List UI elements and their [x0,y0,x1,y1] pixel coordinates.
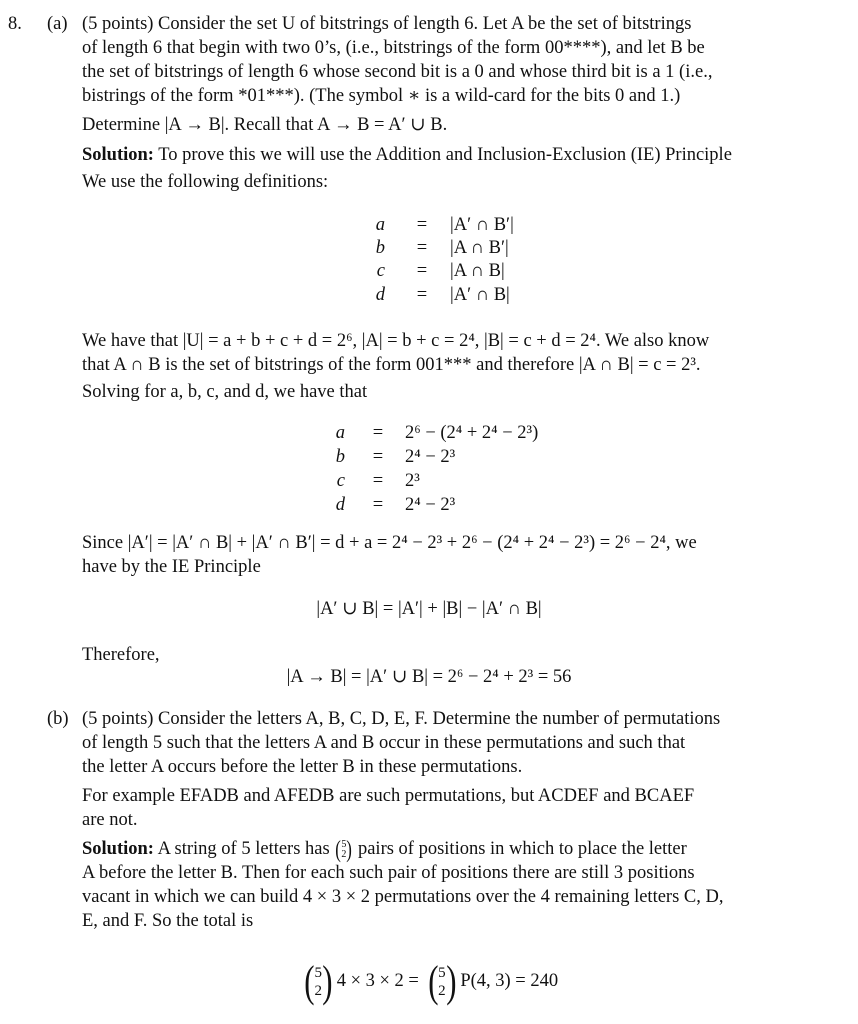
para2-line: have by the IE Principle [82,557,261,577]
def-lhs: a [375,215,385,235]
inline-binomial: ( 5 2 ) [335,836,353,863]
sol-rhs: 2⁴ − 2³ [405,495,456,515]
sol-lhs: d [335,495,345,515]
therefore-label: Therefore, [82,645,160,665]
binom-n: 5 [438,964,446,981]
para1-line: Solving for a, b, c, and d, we have that [82,382,368,402]
sol-rhs: 2⁶ − (2⁴ + 2⁴ − 2³) [405,423,539,443]
solution-label: Solution: [82,145,154,165]
def-lhs: b [375,238,385,258]
final-end: P(4, 3) = 240 [460,971,559,991]
sol-rhs: 2⁴ − 2³ [405,447,456,467]
binom-k: 2 [341,848,347,860]
final-mid: 4 × 3 × 2 = [336,971,419,991]
part-a-label: (a) [47,14,68,34]
part-b-label: (b) [47,709,69,729]
def-rhs: |A ∩ B| [450,261,505,281]
part-a-statement-line: bistrings of the form *01***). (The symbol ∗ is a wild-card for the bits 0 and 1.) [82,86,681,106]
binom-n: 5 [341,838,347,850]
binom-k: 2 [314,982,323,999]
part-b-solution-line: A before the letter B. Then for each such pair of positions there are still 3 positions [82,863,695,883]
def-eq: = [416,285,428,305]
problem-number: 8. [8,14,22,34]
part-b-solution-first-line [82,837,687,862]
def-eq: = [416,215,428,235]
sol-rhs: 2³ [405,471,420,491]
para1-line: We have that |U| = a + b + c + d = 2⁶, |A| = b + c = 2⁴, |B| = c + d = 2⁴. We also know [82,331,710,351]
part-b-solution-line: vacant in which we can build 4 × 3 × 2 permutations over the 4 remaining letters C, D, [82,887,724,907]
sol-lhs: b [335,447,345,467]
part-b-solution-line: E, and F. So the total is [82,911,254,931]
solution-paragraph [82,143,732,167]
def-rhs: |A ∩ B′| [450,238,509,258]
part-b-statement-line: (5 points) Consider the letters A, B, C, D, E, F. Determine the number of permutations [82,709,721,729]
part-b-example-line: For example EFADB and AFEDB are such permutations, but ACDEF and BCAEF [82,786,695,806]
solution-intro: To prove this we will use the Addition and Inclusion-Exclusion (IE) Principle [158,145,732,165]
def-eq: = [416,238,428,258]
def-rhs: |A′ ∩ B′| [450,215,514,235]
sol-eq: = [372,423,384,443]
def-rhs: |A′ ∩ B| [450,285,510,305]
solution-text: A string of 5 letters has [157,839,330,859]
sol-lhs: a [335,423,345,443]
sol-eq: = [372,471,384,491]
binomial: ( 5 2 ) [427,956,457,1006]
solution-label: Solution: [82,839,154,859]
part-a-statement-line: Determine |A → B|. Recall that A → B = A′ ∪ B. [82,115,448,135]
sol-eq: = [372,495,384,515]
def-eq: = [416,261,428,281]
definitions-intro: We use the following definitions: [82,172,329,192]
sol-lhs: c [336,471,345,491]
part-b-example-line: are not. [82,810,138,830]
def-lhs: c [376,261,385,281]
part-a-statement-line: the set of bitstrings of length 6 whose second bit is a 0 and whose third bit is a 1 (i.e., [82,62,713,82]
binom-k: 2 [438,982,446,999]
binom-n: 5 [314,964,323,981]
solution-text: pairs of positions in which to place the letter [357,839,687,859]
part-a-statement-line: (5 points) Consider the set U of bitstrings of length 6. Let A be the set of bitstrings [82,14,692,34]
final-formula-a: |A → B| = |A′ ∪ B| = 2⁶ − 2⁴ + 2³ = 56 [286,667,572,687]
para2-line: Since |A′| = |A′ ∩ B| + |A′ ∩ B′| = d + a = 2⁴ − 2³ + 2⁶ − (2⁴ + 2⁴ − 2³) = 2⁶ − 2⁴, we [82,533,697,553]
part-a-statement-line: of length 6 that begin with two 0’s, (i.e., bitstrings of the form 00****), and let B be [82,38,705,58]
sol-eq: = [372,447,384,467]
part-b-statement-line: the letter A occurs before the letter B in these permutations. [82,757,523,777]
para1-line: that A ∩ B is the set of bitstrings of the form 001*** and therefore |A ∩ B| = c = 2³. [82,355,701,375]
part-b-statement-line: of length 5 such that the letters A and B occur in these permutations and such that [82,733,686,753]
binomial: ( 5 2 ) [304,956,333,1006]
ie-formula: |A′ ∪ B| = |A′| + |B| − |A′ ∩ B| [316,599,542,619]
final-formula-b [0,956,858,1006]
def-lhs: d [375,285,385,305]
